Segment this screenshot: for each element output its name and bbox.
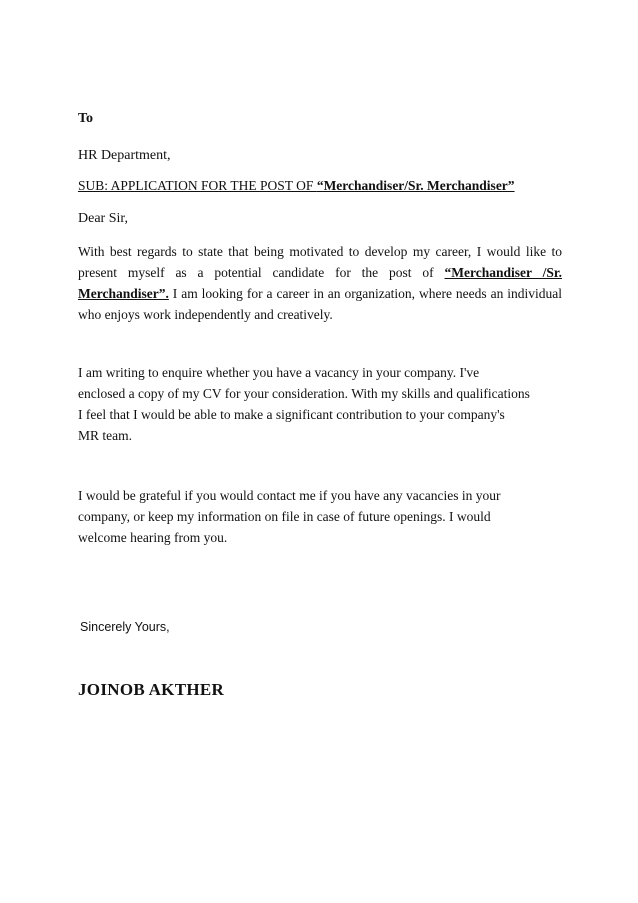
paragraph-request-line: company, or keep my information on file in case of future openings. I would	[78, 509, 491, 524]
subject-post-title: “Merchandiser/Sr. Merchandiser”	[316, 178, 515, 193]
signature-name: JOINOB AKTHER	[78, 680, 225, 699]
recipient-line: HR Department,	[78, 148, 171, 163]
to-heading: To	[78, 111, 94, 126]
paragraph-request-line: welcome hearing from you.	[78, 530, 228, 545]
paragraph-enquiry-line: enclosed a copy of my CV for your consideration. With my skills and qualifications	[78, 386, 530, 401]
paragraph-intro-start: With best regards to state that being motivated to develop my career, I would like to present myself as a potential candidate for the post of	[78, 244, 562, 280]
greeting: Dear Sir,	[78, 211, 128, 226]
subject-line	[78, 178, 515, 194]
paragraph-enquiry-line: MR team.	[78, 428, 132, 443]
paragraph-request	[78, 485, 562, 548]
paragraph-enquiry-line: I am writing to enquire whether you have a vacancy in your company. I've	[78, 365, 480, 380]
paragraph-request-line: I would be grateful if you would contact me if you have any vacancies in your	[78, 488, 501, 503]
subject-prefix: SUB: APPLICATION FOR THE POST OF	[78, 178, 317, 193]
paragraph-intro-end: I am looking for a career in an organization, where needs an individual who enjoys work independently and creatively.	[78, 286, 562, 322]
closing-line: Sincerely Yours,	[80, 620, 170, 634]
paragraph-intro-post-title: “Merchandiser /Sr. Merchandiser”.	[78, 265, 562, 301]
paragraph-enquiry	[78, 362, 562, 446]
paragraph-enquiry-line: I feel that I would be able to make a significant contribution to your company's	[78, 407, 505, 422]
paragraph-intro	[78, 241, 562, 325]
